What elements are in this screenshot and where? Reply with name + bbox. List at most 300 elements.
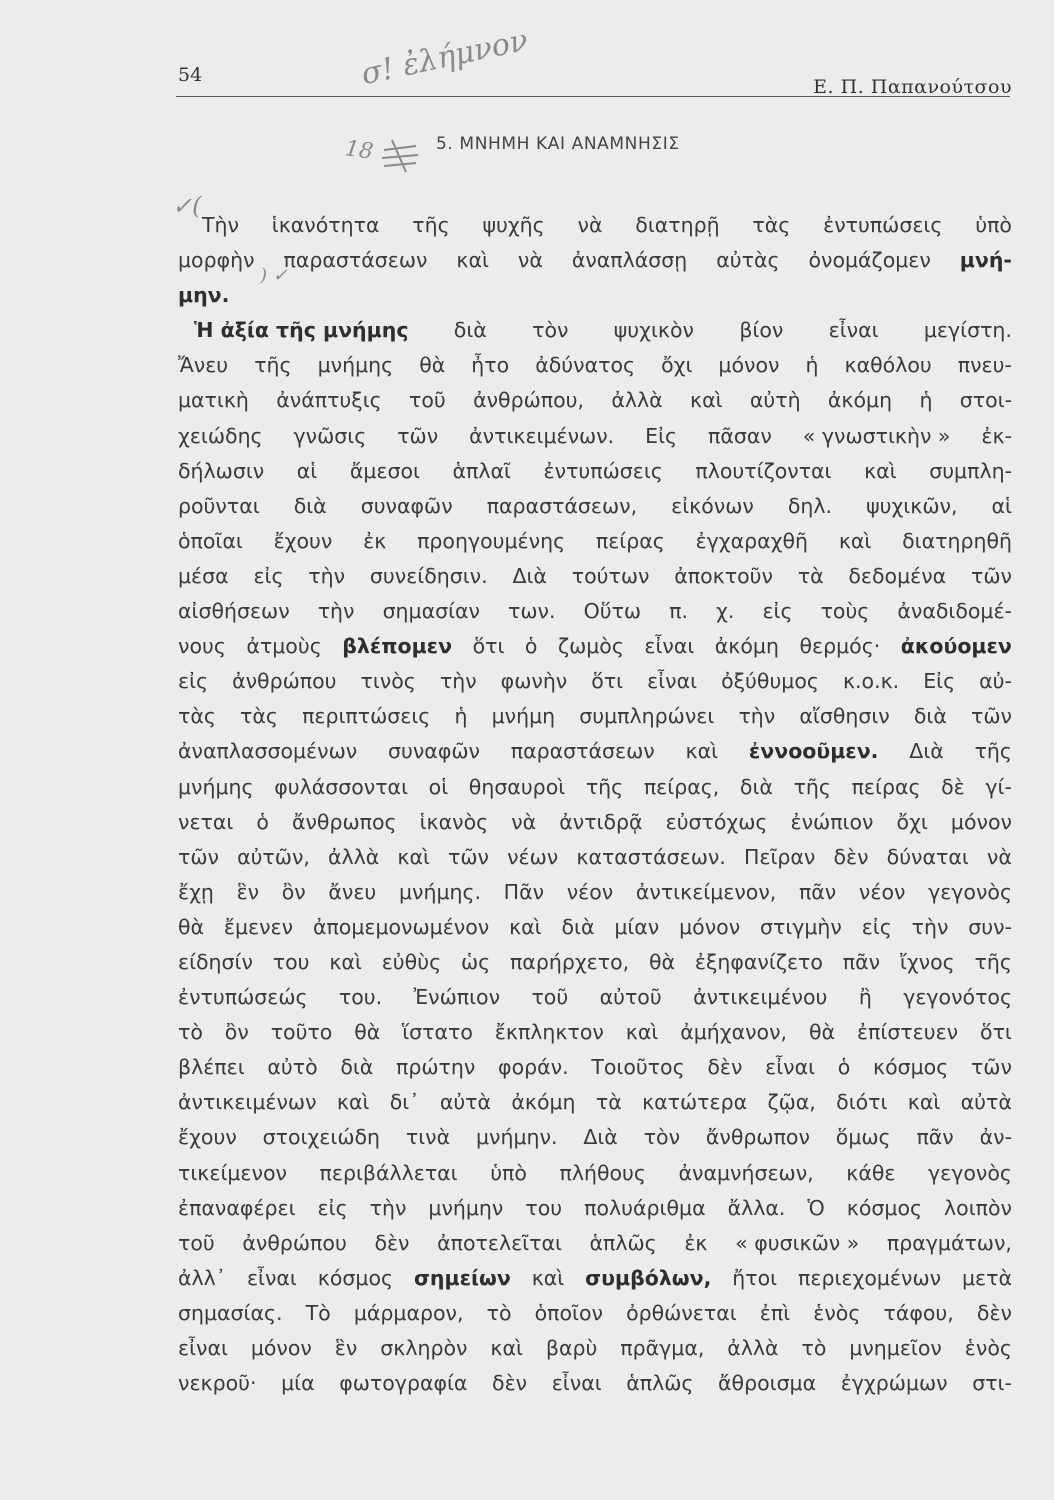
word: γεγονὸς (928, 1160, 1012, 1185)
text-line (178, 1156, 1012, 1191)
word: νους (178, 634, 226, 659)
word: πᾶν (798, 879, 837, 904)
word: δὲν (374, 1230, 410, 1255)
word: ἄνθρωπον (705, 1125, 810, 1150)
word: νεκροῦ· (178, 1371, 257, 1396)
word: αὐτὰ (960, 1090, 1012, 1115)
text-line (178, 840, 1012, 875)
word: μην. (178, 283, 230, 308)
word: νέων (507, 844, 559, 869)
word: αὐτὸ (267, 1055, 318, 1080)
word: ἐννοοῦμεν. (748, 739, 879, 764)
word: πείρας (851, 774, 921, 799)
word: τάφου, (883, 1300, 954, 1325)
word: στοιχειώδη (262, 1125, 381, 1150)
word: τοῦ (531, 985, 569, 1010)
word: Τὴν (202, 213, 239, 237)
word: συμπληρώνει (579, 704, 715, 729)
word: εὐστόχως (665, 809, 768, 834)
word: ἐκ (363, 528, 387, 553)
text-line (178, 1331, 1012, 1366)
word: στιγμὴν (759, 914, 842, 939)
text-line (178, 1015, 1012, 1050)
word: ἀνάπτυξις (276, 388, 382, 413)
word: τῆς (974, 739, 1012, 764)
word: ἀτμοὺς (246, 634, 322, 659)
word: βαρὺ (545, 1336, 598, 1360)
word: κόσμος (873, 1055, 949, 1080)
word: ὡς (460, 949, 491, 974)
word: τῆς (254, 353, 292, 378)
word: εἶναι (765, 1055, 816, 1080)
word: ἀκούομεν (900, 634, 1012, 659)
word: ἀνθρώπου, (473, 388, 585, 413)
word: εἶναι (644, 634, 695, 659)
text-line (178, 1050, 1012, 1085)
word: ἀναπλάσσῃ (571, 248, 688, 273)
word: ἀμήχανον, (680, 1020, 788, 1045)
word: εἶναι (647, 669, 698, 694)
word: σκληρὸν (380, 1336, 468, 1360)
word: καὶ (397, 844, 430, 869)
word: σημασίας. (178, 1300, 283, 1325)
word: ἀντικειμένων (178, 1090, 317, 1115)
word: ὑπὸ (975, 213, 1012, 237)
word: ὄχι (896, 809, 928, 834)
word: γεγονότος (903, 985, 1012, 1010)
word: κόσμος (846, 1195, 923, 1220)
word: αἰσθήσεων (178, 599, 290, 624)
word: συμπλη- (929, 458, 1012, 483)
page-number: 54 (178, 64, 203, 86)
word: τικείμενον (178, 1160, 287, 1185)
word: τῆς (412, 213, 450, 237)
word: καὶ (864, 458, 897, 483)
word: τινὸς (360, 669, 416, 694)
word: ἐπίστευεν (856, 1020, 959, 1045)
word: περιβάλλεται (319, 1160, 458, 1185)
word: μία (281, 1371, 315, 1396)
word: Οὕτω (583, 599, 642, 624)
word: πείρας, (643, 774, 720, 799)
text-line (178, 243, 1012, 278)
word: αἱ (991, 493, 1012, 518)
word: ὅτι (472, 634, 505, 659)
word: φυλάσσονται (274, 774, 409, 799)
margin-check-mark: ✓( (172, 192, 202, 220)
word: ἱκανότητα (271, 213, 380, 237)
word: τῶν (448, 844, 490, 869)
text-line (178, 1191, 1012, 1226)
word: εὐθὺς (381, 949, 442, 974)
word: εἶναι (551, 1371, 602, 1396)
word: τὰ (595, 1090, 622, 1115)
word: συνείδησιν. (369, 563, 488, 588)
text-line (178, 629, 1012, 664)
text-line (178, 699, 1012, 734)
word: λοιπὸν (944, 1195, 1012, 1220)
text-line (178, 1296, 1012, 1331)
word: συναφῶν (388, 739, 480, 764)
word: εἰς (861, 914, 892, 939)
word: διὰ (739, 774, 773, 799)
word: μνήμην. (475, 1125, 558, 1150)
word: τὰ (797, 563, 824, 588)
word: πρᾶγμα, (620, 1336, 705, 1360)
word: ἐνώπιον (790, 809, 874, 834)
word: ἢ (858, 985, 872, 1010)
word: αὐτὰ (439, 1090, 492, 1115)
word: θὰ (808, 1020, 836, 1045)
text-line (178, 489, 1012, 524)
word: Ὁ (807, 1195, 825, 1220)
word: τούτων (571, 563, 650, 588)
word: ἐντυπώσεις (543, 458, 663, 483)
word: πολυάριθμα (584, 1195, 706, 1220)
word: ἀλλὰ (611, 388, 663, 413)
word: φωνὴν (500, 669, 568, 694)
word: ἀλλ᾽ (178, 1265, 227, 1290)
word: δὲν (707, 1055, 743, 1080)
word: μόνον (718, 353, 780, 378)
word: ἴχνος (899, 949, 955, 974)
word: νὰ (577, 213, 603, 237)
word: θὰ (354, 1020, 381, 1045)
word: τὸν (532, 318, 569, 343)
word: πρώτην (396, 1055, 476, 1080)
word: καὶ (690, 388, 723, 413)
word: γεγονὸς (928, 879, 1012, 904)
word: φωτογραφία (339, 1371, 468, 1396)
word: τὸν (643, 1125, 681, 1150)
word: τῶν (397, 423, 439, 448)
word: ἄλλα. (727, 1195, 786, 1220)
word: ἓν (236, 879, 260, 904)
word: τῶν (970, 563, 1012, 588)
handwritten-note: σ! ἐλήμνον (358, 22, 531, 93)
word: ἀναπλασσομένων (178, 739, 358, 764)
word: βλέπομεν (342, 634, 453, 659)
word: δὲν (976, 1300, 1012, 1325)
word: διὰ (293, 493, 327, 518)
word: μνήμην (428, 1195, 504, 1220)
word: τῶν (971, 704, 1012, 729)
strike-mark-icon (380, 136, 420, 176)
word: τὰς (752, 213, 791, 237)
word: τὴν (317, 599, 355, 624)
word: δὲν (833, 844, 869, 869)
word: Ἐνώπιον (413, 985, 501, 1010)
word: μνήμης. (398, 879, 482, 904)
word: ἐξηφανίζετο (694, 949, 823, 974)
word: αἱ (296, 458, 318, 483)
word: ὁ (837, 1055, 851, 1080)
text-line (178, 208, 1012, 243)
word: καὶ (625, 1020, 659, 1045)
text-line (178, 945, 1012, 980)
word: μνήμη (491, 704, 556, 729)
word: χ. (716, 599, 735, 624)
word: μνήμης (178, 774, 254, 799)
word: δὲν (492, 1371, 528, 1396)
word: ἀποτελεῖται (437, 1230, 562, 1255)
word: ἁπλῶς (589, 1230, 657, 1255)
word: του. (338, 985, 383, 1010)
text-line (178, 980, 1012, 1015)
word: εἶναι (246, 1265, 297, 1290)
word: δύναται (886, 844, 969, 869)
word: ἐντυπώσεις (823, 213, 943, 237)
word: ἔμενεν (223, 914, 294, 939)
body-text (178, 208, 1012, 1401)
word: πᾶν (842, 949, 881, 974)
text-line (178, 770, 1012, 805)
word: ἄνθρωπος (291, 809, 397, 834)
text-line (178, 559, 1012, 594)
word: ἄθροισμα (718, 1371, 817, 1396)
word: ἦτο (471, 353, 510, 378)
word: περιεχομένων (798, 1265, 942, 1290)
word: ὁποῖαι (178, 528, 243, 553)
text-line (178, 1120, 1012, 1155)
word: αὐτῶν, (237, 844, 310, 869)
word: νὰ (511, 809, 537, 834)
word: διὰ (913, 704, 947, 729)
word: μνήμης (317, 353, 394, 378)
header-rule (176, 96, 1010, 97)
word: τῆς (793, 774, 831, 799)
word: ὂν (281, 879, 306, 904)
word: βίον (739, 318, 784, 343)
word: τῶν (178, 844, 219, 869)
word: Ἡ ἀξία τῆς μνήμης (194, 318, 409, 343)
word: αὐτοῦ (599, 985, 662, 1010)
word: θὰ (649, 949, 676, 974)
word: τινὰ (405, 1125, 451, 1150)
word: ὀρθώνεται (626, 1300, 737, 1325)
word: Διὰ (909, 739, 944, 764)
word: νεται (178, 809, 234, 834)
word: φοράν. (498, 1055, 569, 1080)
word: ματικὴ (178, 388, 249, 413)
word: ἐπὶ (759, 1300, 791, 1325)
word: ὅμως (835, 1125, 891, 1150)
word: οἱ (428, 774, 449, 799)
word: ἐγχαραχθῆ (695, 528, 809, 553)
word: νὰ (517, 248, 543, 273)
word: ἑνὸς (964, 1336, 1012, 1360)
word: τῆς (974, 949, 1012, 974)
word: ἔκπληκτον (494, 1020, 604, 1045)
word: Πεῖραν (743, 844, 816, 869)
word: τὸ (486, 1300, 512, 1325)
text-line (178, 313, 1012, 348)
word: νὰ (986, 844, 1012, 869)
word: ἀλλὰ (727, 1336, 779, 1360)
word: συμβόλων, (585, 1265, 712, 1290)
word: ὄχι (661, 353, 693, 378)
word: ἵστατο (402, 1020, 473, 1045)
word: δεδομένα (848, 563, 947, 588)
word: δὲ (941, 774, 965, 799)
running-head-author: Ε. Π. Παπανούτσου (813, 76, 1012, 98)
word: θὰ (419, 353, 446, 378)
word: μορφὴν (178, 248, 255, 273)
word: ροῦνται (178, 493, 260, 518)
word: των. (508, 599, 556, 624)
text-line (178, 1085, 1012, 1120)
word: παραστάσεων, (486, 493, 638, 518)
word: ἡ (454, 704, 468, 729)
word: ἀδύνατος (535, 353, 636, 378)
word: ὑπὸ (490, 1160, 527, 1185)
word: γνῶσις (293, 423, 367, 448)
word: τὴν (439, 669, 477, 694)
word: τὸ (178, 1020, 203, 1045)
word: ὁ (524, 634, 538, 659)
word: τὴν (738, 704, 776, 729)
word: ἔχουν (273, 528, 333, 553)
word: μνημεῖον (849, 1336, 942, 1360)
word: τῶν (970, 1055, 1012, 1080)
word: εἰς (317, 1195, 348, 1220)
word: διὰ (340, 1055, 374, 1080)
word: ἀπομεμονωμένον (312, 914, 490, 939)
word: διὰ (561, 914, 595, 939)
word: ἐκ (684, 1230, 708, 1255)
word: κάθε (846, 1160, 896, 1185)
word: Τὸ (305, 1300, 331, 1325)
text-line (178, 524, 1012, 559)
word: διὰ (453, 318, 487, 343)
text-line (178, 805, 1012, 840)
text-line (178, 1261, 1012, 1296)
word: ἱκανὸς (419, 809, 489, 834)
word: δι᾽ (389, 1090, 420, 1115)
word: ἀκόμη (511, 1090, 576, 1115)
word: καὶ (329, 949, 362, 974)
word: πραγμάτων, (886, 1230, 1012, 1255)
word: κόσμος (317, 1265, 394, 1290)
word: αὐτὰς (716, 248, 780, 273)
word: τὰς (240, 704, 278, 729)
margin-check-mark-2: ) ✓ (260, 265, 288, 286)
word: καὶ (531, 1265, 565, 1290)
word: ὁποῖον (534, 1300, 603, 1325)
word: τοῦ (178, 1230, 215, 1255)
word: θὰ (178, 914, 205, 939)
word: εἰς (253, 563, 284, 588)
word: καὶ (456, 248, 489, 273)
word: παραστάσεων (283, 248, 428, 273)
word: αἴσθησιν (799, 704, 890, 729)
word: ὀνομάζομεν (808, 248, 931, 273)
word: του (525, 1195, 563, 1220)
word: πλουτίζονται (695, 458, 832, 483)
word: « γνωστικὴν » (802, 423, 951, 448)
word: προηγουμένης (417, 528, 566, 553)
text-line (178, 1226, 1012, 1261)
margin-number: 18 (343, 136, 375, 165)
word: είδησίν (178, 949, 253, 974)
word: μέσα (178, 563, 229, 588)
text-line (178, 348, 1012, 383)
word: παρήρχετο, (509, 949, 630, 974)
word: καὶ (838, 528, 872, 553)
word: Τοιοῦτος (591, 1055, 685, 1080)
word: κ.ο.κ. (842, 669, 900, 694)
word: στοι- (959, 388, 1012, 413)
word: ἀντικείμενον, (635, 879, 777, 904)
word: αὐτὴ (749, 388, 801, 413)
word: ἄνευ (328, 879, 377, 904)
word: Διὰ (512, 563, 547, 588)
word: πλήθους (559, 1160, 646, 1185)
word: θησαυροὶ (468, 774, 566, 799)
word: ψυχικὸν (613, 318, 695, 343)
word: παραστάσεων (510, 739, 655, 764)
word: κατώτερα (642, 1090, 748, 1115)
word: ἐκ- (981, 423, 1012, 448)
text-line (178, 454, 1012, 489)
word: ἁπλαῖ (452, 458, 511, 483)
word: συναφῶν (360, 493, 453, 518)
text-line (178, 875, 1012, 910)
word: καταστάσεων. (576, 844, 726, 869)
word: ὅτι (980, 1020, 1012, 1045)
word: μάρμαρον, (353, 1300, 464, 1325)
word: πνευ- (957, 353, 1012, 378)
word: π. (669, 599, 688, 624)
word: « φυσικῶν » (735, 1230, 860, 1255)
word: χειώδης (178, 423, 263, 448)
word: γί- (985, 774, 1012, 799)
word: ὀξύθυμος (721, 669, 819, 694)
word: ἓν (334, 1336, 358, 1360)
word: πᾶν (916, 1125, 954, 1150)
word: συν- (968, 914, 1012, 939)
word: περιπτώσεις (302, 704, 431, 729)
word: καθόλου (844, 353, 932, 378)
word: θερμός· (799, 634, 881, 659)
word: διότι (836, 1090, 888, 1115)
word: ἡ (805, 353, 819, 378)
word: Εἰς (923, 669, 956, 694)
word: μόνον (250, 1336, 312, 1360)
word: ἀκόμη (827, 388, 893, 413)
word: ἑνὸς (813, 1300, 861, 1325)
word: τοῦτο (270, 1020, 333, 1045)
word: νέον (858, 879, 906, 904)
word: ψυχικῶν, (866, 493, 958, 518)
word: ἐπαναφέρει (178, 1195, 296, 1220)
word: ἀνθρώπου (242, 1230, 347, 1255)
word: ἔχῃ (178, 879, 214, 904)
word: ἡ (919, 388, 933, 413)
word: τοὺς (820, 599, 870, 624)
word: ὂν (224, 1020, 249, 1045)
text-line (178, 419, 1012, 454)
word: εἶναι (828, 318, 879, 343)
text-line (178, 278, 1012, 313)
word: διατηρηθῆ (902, 528, 1012, 553)
word: δήλωσιν (178, 458, 265, 483)
text-line (178, 383, 1012, 418)
section-title: 5. ΜΝΗΜΗ ΚΑΙ ΑΝΑΜΝΗΣΙΣ (436, 134, 680, 154)
text-line (178, 594, 1012, 629)
word: ἐγχρώμων (840, 1371, 948, 1396)
word: μετὰ (962, 1265, 1012, 1290)
